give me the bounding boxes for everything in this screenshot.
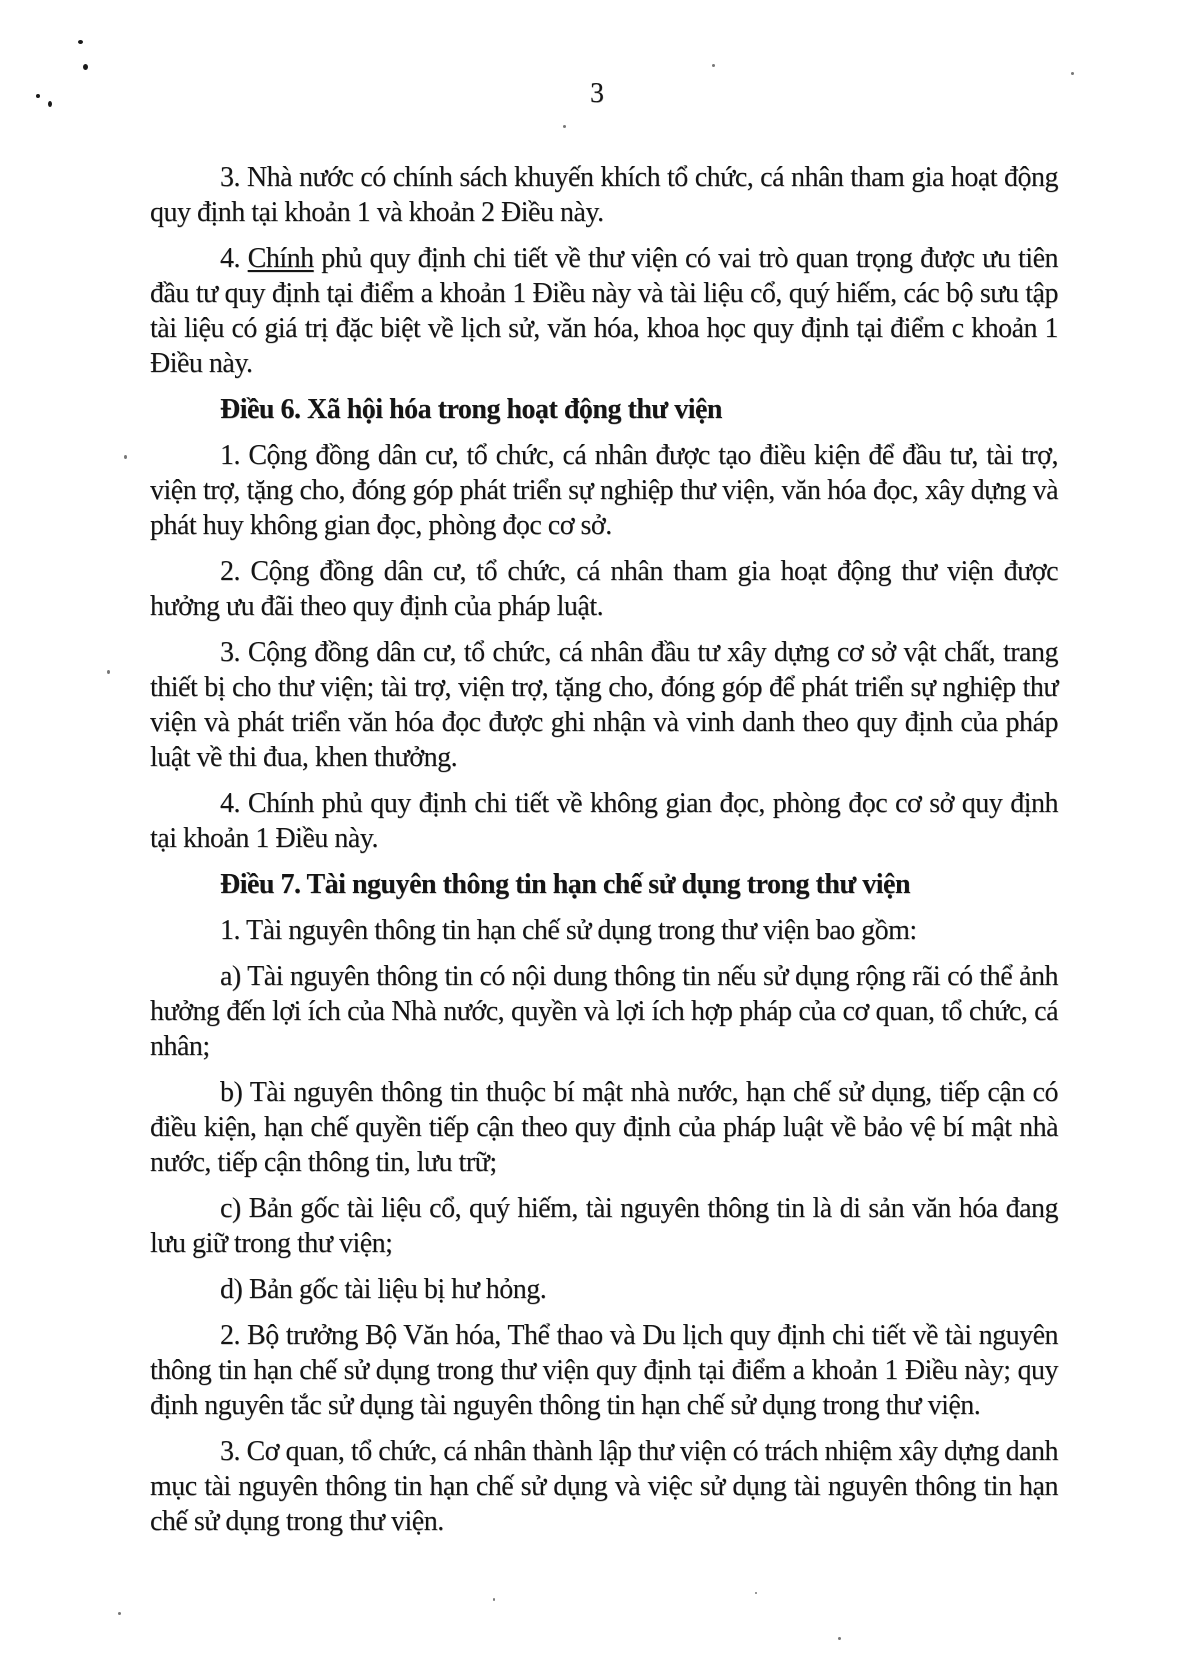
scan-speckle (78, 40, 83, 44)
paragraph: 4. Chính phủ quy định chi tiết về thư viện có vai trò quan trọng được ưu tiên đầu tư quy định tại điểm a khoản 1 Điều này và tài liệu cổ, quý hiếm, các bộ sưu tập tài liệu có giá trị đặc biệt về lịch sử, văn hóa, khoa học quy định tại điểm c khoản 1 Điều này. (150, 243, 1059, 379)
paragraph: b) Tài nguyên thông tin thuộc bí mật nhà nước, hạn chế sử dụng, tiếp cận có điều kiện, hạn chế quyền tiếp cận theo quy định của pháp luật về bảo vệ bí mật nhà nước, tiếp cận thông tin, lưu trữ; (150, 1077, 1058, 1178)
scan-speckle (838, 1637, 841, 1640)
scan-speckle (493, 1598, 495, 1601)
scan-speckle (1071, 72, 1074, 75)
paragraph: c) Bản gốc tài liệu cổ, quý hiếm, tài nguyên thông tin là di sản văn hóa đang lưu giữ trong thư viện; (150, 1193, 1058, 1259)
paragraph: d) Bản gốc tài liệu bị hư hỏng. (220, 1274, 547, 1305)
article-heading: Điều 7. Tài nguyên thông tin hạn chế sử dụng trong thư viện (220, 869, 911, 900)
scan-speckle (36, 94, 40, 98)
paragraph: 4. Chính phủ quy định chi tiết về không gian đọc, phòng đọc cơ sở quy định tại khoản 1 Điều này. (150, 788, 1058, 854)
scan-speckle (107, 670, 110, 674)
page-number: 3 (590, 78, 604, 109)
scan-speckle (48, 101, 52, 107)
paragraph: 3. Nhà nước có chính sách khuyến khích tổ chức, cá nhân tham gia hoạt động quy định tại khoản 1 và khoản 2 Điều này. (150, 162, 1058, 228)
paragraph: a) Tài nguyên thông tin có nội dung thông tin nếu sử dụng rộng rãi có thể ảnh hưởng đến lợi ích của Nhà nước, quyền và lợi ích hợp pháp của cơ quan, tổ chức, cá nhân; (150, 961, 1058, 1062)
scan-speckle (118, 1612, 121, 1615)
scan-speckle (712, 64, 715, 67)
scan-speckle (124, 455, 127, 459)
paragraph: 1. Tài nguyên thông tin hạn chế sử dụng trong thư viện bao gồm: (220, 915, 917, 946)
paragraph: 3. Cộng đồng dân cư, tổ chức, cá nhân đầu tư xây dựng cơ sở vật chất, trang thiết bị cho thư viện; tài trợ, viện trợ, tặng cho, đóng góp để phát triển sự nghiệp thư viện và phát triển văn hóa đọc được ghi nhận và vinh danh theo quy định của pháp luật về thi đua, khen thưởng. (150, 637, 1058, 773)
scan-speckle (755, 1592, 757, 1594)
paragraph: 2. Cộng đồng dân cư, tổ chức, cá nhân tham gia hoạt động thư viện được hưởng ưu đãi theo quy định của pháp luật. (150, 556, 1058, 622)
paragraph: 2. Bộ trưởng Bộ Văn hóa, Thể thao và Du lịch quy định chi tiết về tài nguyên thông tin hạn chế sử dụng trong thư viện quy định tại điểm a khoản 1 Điều này; quy định nguyên tắc sử dụng tài nguyên thông tin hạn chế sử dụng trong thư viện. (150, 1320, 1058, 1421)
scan-speckle (563, 125, 566, 128)
scan-speckle (83, 64, 88, 70)
paragraph: 1. Cộng đồng dân cư, tổ chức, cá nhân được tạo điều kiện để đầu tư, tài trợ, viện trợ, tặng cho, đóng góp phát triển sự nghiệp thư viện, văn hóa đọc, xây dựng và phát huy không gian đọc, phòng đọc cơ sở. (150, 440, 1058, 541)
paragraph: 3. Cơ quan, tổ chức, cá nhân thành lập thư viện có trách nhiệm xây dựng danh mục tài nguyên thông tin hạn chế sử dụng và việc sử dụng tài nguyên thông tin hạn chế sử dụng trong thư viện. (150, 1436, 1058, 1537)
document-body (150, 160, 1058, 1550)
article-heading: Điều 6. Xã hội hóa trong hoạt động thư viện (220, 394, 722, 425)
